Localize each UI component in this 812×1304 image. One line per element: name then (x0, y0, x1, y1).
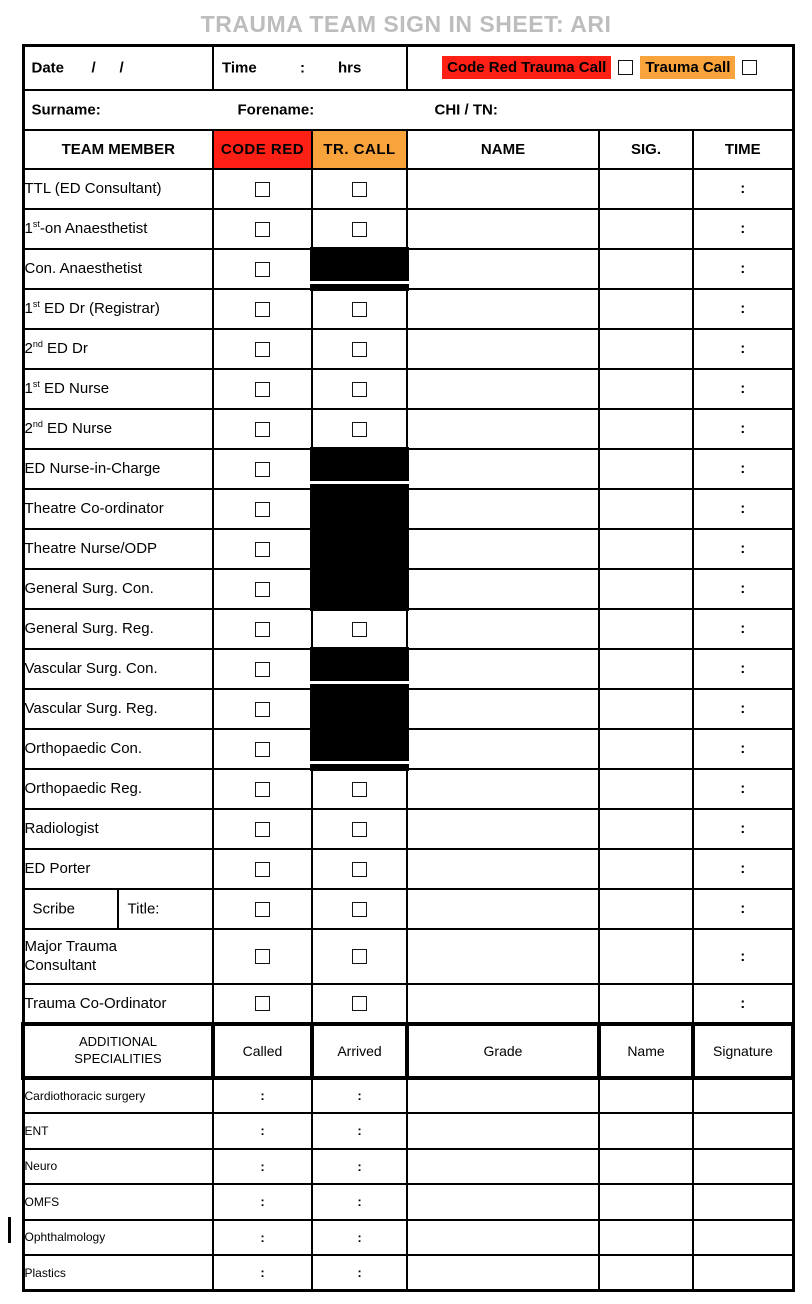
code-red-cell (213, 984, 312, 1024)
team-header-row (23, 130, 793, 169)
name-cell[interactable] (407, 984, 599, 1024)
name-cell[interactable] (407, 569, 599, 609)
table-row (23, 1184, 793, 1220)
name-cell[interactable] (407, 249, 599, 289)
time-cell[interactable]: : (693, 729, 793, 769)
arrived-cell[interactable]: : (312, 1078, 407, 1114)
code-red-cell (213, 289, 312, 329)
table-row (23, 449, 793, 489)
forename-label: Forename: (237, 101, 315, 118)
role-label: Major Trauma Consultant (23, 929, 213, 984)
tr-call-cell (312, 889, 407, 929)
code-red-cell (213, 329, 312, 369)
table-row (23, 409, 793, 449)
trauma-call-checkbox[interactable] (742, 60, 757, 75)
name-cell[interactable] (599, 1113, 693, 1149)
sig-cell[interactable] (599, 209, 693, 249)
role-label: TTL (ED Consultant) (23, 169, 213, 209)
surname-label: Surname: (31, 101, 101, 118)
role-label: 2nd ED Dr (23, 329, 213, 369)
col-header-grade: Grade (407, 1024, 599, 1078)
time-cell[interactable]: : (693, 329, 793, 369)
tr-call-redacted-cell (312, 449, 407, 489)
tr-call-cell (312, 289, 407, 329)
trauma-call-label: Trauma Call (640, 56, 735, 79)
name-cell[interactable] (407, 609, 599, 649)
col-header-team-member: TEAM MEMBER (23, 130, 213, 169)
role-label: 1st-on Anaesthetist (23, 209, 213, 249)
time-cell[interactable]: : (693, 169, 793, 209)
arrived-cell[interactable]: : (312, 1184, 407, 1220)
code-red-checkbox[interactable] (255, 902, 270, 917)
time-label: Time (222, 59, 257, 77)
name-cell[interactable] (407, 769, 599, 809)
table-row (23, 1113, 793, 1149)
col-header-called: Called (213, 1024, 312, 1078)
sig-cell[interactable] (599, 409, 693, 449)
tr-call-cell (312, 769, 407, 809)
table-row (23, 569, 793, 609)
called-cell[interactable]: : (213, 1220, 312, 1256)
signature-cell[interactable] (693, 1113, 793, 1149)
name-cell[interactable] (599, 1184, 693, 1220)
called-cell[interactable]: : (213, 1078, 312, 1114)
code-red-trauma-call-label: Code Red Trauma Call (442, 56, 611, 79)
col-header-name: Name (599, 1024, 693, 1078)
tr-call-checkbox[interactable] (352, 949, 367, 964)
table-row (23, 729, 793, 769)
scribe-title-cell (23, 889, 213, 929)
table-row (23, 689, 793, 729)
role-label: Orthopaedic Reg. (23, 769, 213, 809)
code-red-checkbox[interactable] (255, 502, 270, 517)
table-row (23, 809, 793, 849)
table-row (23, 329, 793, 369)
sig-cell[interactable] (599, 529, 693, 569)
name-cell[interactable] (407, 289, 599, 329)
role-label: 1st ED Dr (Registrar) (23, 289, 213, 329)
name-cell[interactable] (407, 929, 599, 984)
tr-call-redacted-cell (312, 529, 407, 569)
table-row (23, 1220, 793, 1256)
code-red-cell (213, 889, 312, 929)
time-cell[interactable]: : (693, 369, 793, 409)
code-red-checkbox[interactable] (255, 302, 270, 317)
code-red-cell (213, 369, 312, 409)
time-cell[interactable]: : (693, 809, 793, 849)
table-row (23, 929, 793, 984)
code-red-checkbox[interactable] (255, 822, 270, 837)
table-row (23, 289, 793, 329)
time-cell[interactable]: : (693, 849, 793, 889)
code-red-cell (213, 489, 312, 529)
role-label: 1st ED Nurse (23, 369, 213, 409)
time-cell[interactable]: : (693, 984, 793, 1024)
role-label: ED Nurse-in-Charge (23, 449, 213, 489)
tr-call-cell (312, 329, 407, 369)
tr-call-checkbox[interactable] (352, 182, 367, 197)
code-red-cell (213, 209, 312, 249)
tr-call-checkbox[interactable] (352, 902, 367, 917)
signature-cell[interactable] (693, 1149, 793, 1185)
col-header-name: NAME (407, 130, 599, 169)
code-red-cell (213, 929, 312, 984)
time-cell[interactable]: : (693, 249, 793, 289)
tr-call-redacted-cell (312, 569, 407, 609)
name-cell[interactable] (407, 489, 599, 529)
code-red-checkbox[interactable] (255, 622, 270, 637)
time-cell[interactable]: : (693, 649, 793, 689)
grade-cell[interactable] (407, 1255, 599, 1291)
col-header-sig: SIG. (599, 130, 693, 169)
role-label: Theatre Nurse/ODP (23, 529, 213, 569)
arrived-cell[interactable]: : (312, 1255, 407, 1291)
name-cell[interactable] (407, 729, 599, 769)
arrived-cell[interactable]: : (312, 1113, 407, 1149)
date-cell[interactable] (23, 46, 213, 90)
tr-call-checkbox[interactable] (352, 382, 367, 397)
time-cell[interactable] (213, 46, 407, 90)
called-cell[interactable]: : (213, 1184, 312, 1220)
date-slash: / (119, 59, 124, 77)
code-red-cell (213, 569, 312, 609)
code-red-cell (213, 849, 312, 889)
tr-call-redacted-cell (312, 249, 407, 289)
grade-cell[interactable] (407, 1078, 599, 1114)
code-red-cell (213, 409, 312, 449)
sig-cell[interactable] (599, 289, 693, 329)
col-header-signature: Signature (693, 1024, 793, 1078)
code-red-cell (213, 809, 312, 849)
time-cell[interactable]: : (693, 289, 793, 329)
sig-cell[interactable] (599, 649, 693, 689)
sig-cell[interactable] (599, 449, 693, 489)
tr-call-redacted-cell (312, 689, 407, 729)
tr-call-cell (312, 984, 407, 1024)
tr-call-redacted-cell (312, 729, 407, 769)
tr-call-cell (312, 409, 407, 449)
code-red-trauma-call-checkbox[interactable] (618, 60, 633, 75)
table-row (23, 489, 793, 529)
grade-cell[interactable] (407, 1184, 599, 1220)
time-cell[interactable]: : (693, 689, 793, 729)
name-cell[interactable] (407, 529, 599, 569)
patient-row (23, 90, 793, 130)
role-label: General Surg. Reg. (23, 609, 213, 649)
code-red-checkbox[interactable] (255, 702, 270, 717)
additional-header-row (23, 1024, 793, 1078)
name-cell[interactable] (407, 889, 599, 929)
sign-in-table (21, 44, 795, 1292)
code-red-cell (213, 649, 312, 689)
sig-cell[interactable] (599, 849, 693, 889)
name-cell[interactable] (407, 649, 599, 689)
role-label: Orthopaedic Con. (23, 729, 213, 769)
speciality-label: Plastics (23, 1255, 213, 1291)
time-cell[interactable]: : (693, 449, 793, 489)
code-red-checkbox[interactable] (255, 662, 270, 677)
code-red-checkbox[interactable] (255, 949, 270, 964)
table-row (23, 649, 793, 689)
signature-cell[interactable] (693, 1078, 793, 1114)
signature-cell[interactable] (693, 1220, 793, 1256)
role-label: Trauma Co-Ordinator (23, 984, 213, 1024)
role-label: Theatre Co-ordinator (23, 489, 213, 529)
date-slash: / (91, 59, 96, 77)
speciality-label: ENT (23, 1113, 213, 1149)
col-header-arrived: Arrived (312, 1024, 407, 1078)
grade-cell[interactable] (407, 1149, 599, 1185)
col-header-code-red: CODE RED (213, 130, 312, 169)
signature-cell[interactable] (693, 1184, 793, 1220)
tr-call-cell (312, 609, 407, 649)
col-header-time: TIME (693, 130, 793, 169)
speciality-label: Ophthalmology (23, 1220, 213, 1256)
name-cell[interactable] (599, 1220, 693, 1256)
sig-cell[interactable] (599, 169, 693, 209)
role-label: General Surg. Con. (23, 569, 213, 609)
code-red-checkbox[interactable] (255, 462, 270, 477)
code-red-cell (213, 169, 312, 209)
tr-call-cell (312, 209, 407, 249)
patient-cell[interactable] (23, 90, 793, 130)
call-type-cell (407, 46, 793, 90)
name-cell[interactable] (407, 449, 599, 489)
sig-cell[interactable] (599, 889, 693, 929)
code-red-checkbox[interactable] (255, 422, 270, 437)
code-red-cell (213, 729, 312, 769)
cell-divider (117, 890, 119, 928)
called-cell[interactable]: : (213, 1149, 312, 1185)
code-red-checkbox[interactable] (255, 582, 270, 597)
code-red-checkbox[interactable] (255, 222, 270, 237)
time-cell[interactable]: : (693, 529, 793, 569)
time-cell[interactable]: : (693, 609, 793, 649)
speciality-label: OMFS (23, 1184, 213, 1220)
date-label: Date (31, 59, 65, 77)
table-row (23, 1149, 793, 1185)
tr-call-redacted-cell (312, 489, 407, 529)
col-header-tr-call: TR. CALL (312, 130, 407, 169)
sig-cell[interactable] (599, 369, 693, 409)
name-cell[interactable] (407, 369, 599, 409)
time-cell[interactable]: : (693, 929, 793, 984)
name-cell[interactable] (407, 689, 599, 729)
tr-call-checkbox[interactable] (352, 222, 367, 237)
name-cell[interactable] (407, 809, 599, 849)
tr-call-checkbox[interactable] (352, 862, 367, 877)
role-label: Vascular Surg. Con. (23, 649, 213, 689)
sig-cell[interactable] (599, 249, 693, 289)
code-red-cell (213, 609, 312, 649)
role-label: Con. Anaesthetist (23, 249, 213, 289)
tr-call-cell (312, 849, 407, 889)
code-red-checkbox[interactable] (255, 382, 270, 397)
grade-cell[interactable] (407, 1113, 599, 1149)
name-cell[interactable] (599, 1255, 693, 1291)
role-label: Vascular Surg. Reg. (23, 689, 213, 729)
code-red-checkbox[interactable] (255, 542, 270, 557)
table-row (23, 209, 793, 249)
time-unit: hrs (338, 59, 362, 77)
code-red-cell (213, 529, 312, 569)
time-cell[interactable]: : (693, 569, 793, 609)
arrived-cell[interactable]: : (312, 1149, 407, 1185)
role-label: ED Porter (23, 849, 213, 889)
table-row (23, 249, 793, 289)
table-row (23, 169, 793, 209)
page-title: TRAUMA TEAM SIGN IN SHEET: ARI (200, 11, 612, 37)
tr-call-cell (312, 929, 407, 984)
table-row (23, 369, 793, 409)
code-red-checkbox[interactable] (255, 342, 270, 357)
table-row (23, 889, 793, 929)
name-cell[interactable] (407, 849, 599, 889)
tr-call-cell (312, 369, 407, 409)
arrived-cell[interactable]: : (312, 1220, 407, 1256)
grade-cell[interactable] (407, 1220, 599, 1256)
code-red-cell (213, 769, 312, 809)
tr-call-checkbox[interactable] (352, 822, 367, 837)
code-red-checkbox[interactable] (255, 742, 270, 757)
table-row (23, 984, 793, 1024)
sig-cell[interactable] (599, 689, 693, 729)
col-header-additional-specialities: ADDITIONAL SPECIALITIES (23, 1024, 213, 1078)
time-cell[interactable]: : (693, 209, 793, 249)
role-label: Scribe (32, 900, 76, 917)
tr-call-cell (312, 809, 407, 849)
time-cell[interactable]: : (693, 409, 793, 449)
date-time-row (23, 46, 793, 90)
time-colon: : (300, 59, 305, 77)
sig-cell[interactable] (599, 729, 693, 769)
code-red-cell (213, 449, 312, 489)
code-red-checkbox[interactable] (255, 262, 270, 277)
table-row (23, 769, 793, 809)
time-cell[interactable]: : (693, 769, 793, 809)
sig-cell[interactable] (599, 489, 693, 529)
sig-cell[interactable] (599, 329, 693, 369)
sig-cell[interactable] (599, 809, 693, 849)
speciality-label: Neuro (23, 1149, 213, 1185)
code-red-checkbox[interactable] (255, 996, 270, 1011)
name-cell[interactable] (599, 1149, 693, 1185)
sig-cell[interactable] (599, 569, 693, 609)
sig-cell[interactable] (599, 609, 693, 649)
sig-cell[interactable] (599, 769, 693, 809)
role-label: 2nd ED Nurse (23, 409, 213, 449)
table-row (23, 529, 793, 569)
time-cell[interactable]: : (693, 889, 793, 929)
tr-call-cell (312, 169, 407, 209)
tr-call-checkbox[interactable] (352, 302, 367, 317)
name-cell[interactable] (407, 169, 599, 209)
tr-call-checkbox[interactable] (352, 782, 367, 797)
sig-cell[interactable] (599, 929, 693, 984)
tr-call-redacted-cell (312, 649, 407, 689)
code-red-checkbox[interactable] (255, 862, 270, 877)
speciality-label: Cardiothoracic surgery (23, 1078, 213, 1114)
signature-cell[interactable] (693, 1255, 793, 1291)
tr-call-checkbox[interactable] (352, 342, 367, 357)
chi-label: CHI / TN: (434, 101, 498, 118)
sig-cell[interactable] (599, 984, 693, 1024)
name-cell[interactable] (407, 409, 599, 449)
role-label: Radiologist (23, 809, 213, 849)
code-red-checkbox[interactable] (255, 782, 270, 797)
time-cell[interactable]: : (693, 489, 793, 529)
name-cell[interactable] (407, 209, 599, 249)
tr-call-checkbox[interactable] (352, 622, 367, 637)
code-red-checkbox[interactable] (255, 182, 270, 197)
tr-call-checkbox[interactable] (352, 996, 367, 1011)
name-cell[interactable] (599, 1078, 693, 1114)
called-cell[interactable]: : (213, 1113, 312, 1149)
code-red-cell (213, 689, 312, 729)
scan-artifact-mark (8, 1217, 11, 1243)
table-row (23, 609, 793, 649)
table-row (23, 1255, 793, 1291)
table-row (23, 849, 793, 889)
table-row (23, 1078, 793, 1114)
scribe-title-label[interactable]: Title: (127, 900, 160, 917)
called-cell[interactable]: : (213, 1255, 312, 1291)
tr-call-checkbox[interactable] (352, 422, 367, 437)
code-red-cell (213, 249, 312, 289)
name-cell[interactable] (407, 329, 599, 369)
